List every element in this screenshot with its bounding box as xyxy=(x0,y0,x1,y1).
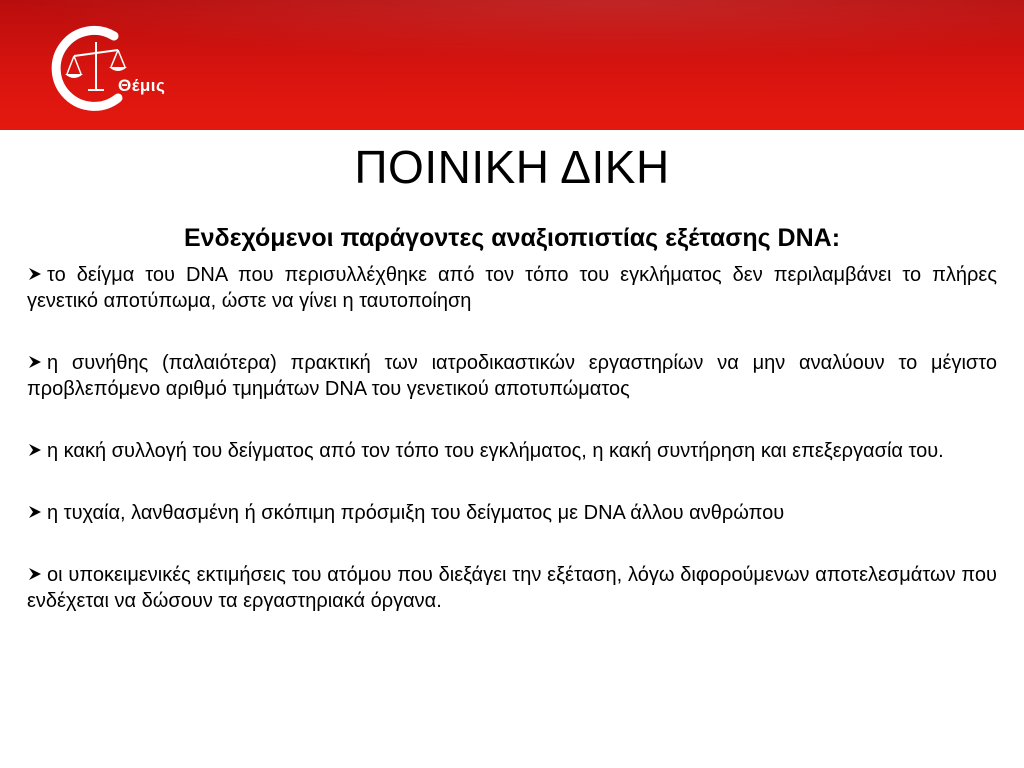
arrow-bullet-icon xyxy=(27,266,43,282)
bullet-text: η συνήθης (παλαιότερα) πρακτική των ιατροδικαστικών εργαστηρίων να μην αναλύουν το μέγιστο προβλεπόμενο αριθμό τμημάτων DNA του γενετικού αποτυπώματος xyxy=(27,352,997,400)
arrow-bullet-icon xyxy=(27,354,43,370)
bullet-text: η κακή συλλογή του δείγματος από τον τόπο του εγκλήματος, η κακή συντήρηση και επεξεργασία του. xyxy=(47,440,944,462)
scales-of-justice-icon xyxy=(44,20,164,115)
bullet-text: το δείγμα του DNA που περισυλλέχθηκε από τον τόπο του εγκλήματος δεν περιλαμβάνει το πλήρες γενετικό αποτύπωμα, ώστε να γίνει η ταυτοποίηση xyxy=(27,264,997,312)
bullet-text: οι υποκειμενικές εκτιμήσεις του ατόμου που διεξάγει την εξέταση, λόγω διφορούμενων αποτελεσμάτων που ενδέχεται να δώσουν τα εργαστηριακά όργανα. xyxy=(27,564,997,612)
page-title: ΠΟΙΝΙΚΗ ΔΙΚΗ xyxy=(354,141,670,193)
themis-logo xyxy=(44,20,164,115)
arrow-bullet-icon xyxy=(27,442,43,458)
bullet-list xyxy=(27,262,997,614)
list-item xyxy=(27,438,997,464)
arrow-bullet-icon xyxy=(27,566,43,582)
list-item xyxy=(27,262,997,314)
logo-wordmark: Θέμις xyxy=(118,76,166,95)
list-item xyxy=(27,562,997,614)
bullet-text: η τυχαία, λανθασμένη ή σκόπιμη πρόσμιξη του δείγματος με DNA άλλου ανθρώπου xyxy=(47,502,785,524)
list-item xyxy=(27,350,997,402)
slide-subtitle: Ενδεχόμενοι παράγοντες αναξιοπιστίας εξέτασης DNA: xyxy=(183,224,841,252)
list-item xyxy=(27,500,997,526)
arrow-bullet-icon xyxy=(27,504,43,520)
